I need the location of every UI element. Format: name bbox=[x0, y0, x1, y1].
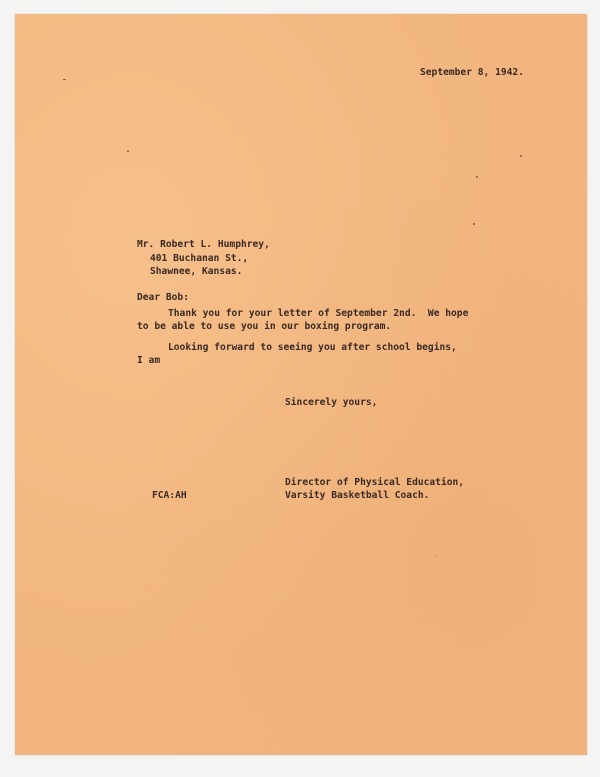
paper-speck bbox=[127, 150, 129, 152]
body-paragraph-1-line-1: Thank you for your letter of September 2nd. We hope bbox=[168, 308, 469, 319]
recipient-city: Shawnee, Kansas. bbox=[150, 266, 243, 277]
paper-speck bbox=[435, 555, 436, 556]
signature-title-line-1: Director of Physical Education, bbox=[285, 477, 465, 488]
signature-title-line-2: Varsity Basketball Coach. bbox=[285, 490, 430, 501]
paper-speck bbox=[473, 223, 475, 225]
body-paragraph-1-line-2: to be able to use you in our boxing program. bbox=[137, 321, 392, 332]
body-paragraph-2-line-1: Looking forward to seeing you after school begins, bbox=[168, 342, 457, 353]
recipient-street: 401 Buchanan St., bbox=[150, 253, 249, 264]
salutation: Dear Bob: bbox=[137, 292, 189, 303]
paper-speck bbox=[476, 176, 478, 178]
letter-date: September 8, 1942. bbox=[420, 67, 524, 78]
closing: Sincerely yours, bbox=[285, 397, 378, 408]
letter-page bbox=[15, 14, 587, 755]
paper-speck bbox=[63, 79, 66, 80]
recipient-name: Mr. Robert L. Humphrey, bbox=[137, 239, 270, 250]
paper-speck bbox=[520, 155, 522, 157]
body-paragraph-2-line-2: I am bbox=[137, 355, 161, 366]
typist-initials: FCA:AH bbox=[152, 490, 187, 501]
